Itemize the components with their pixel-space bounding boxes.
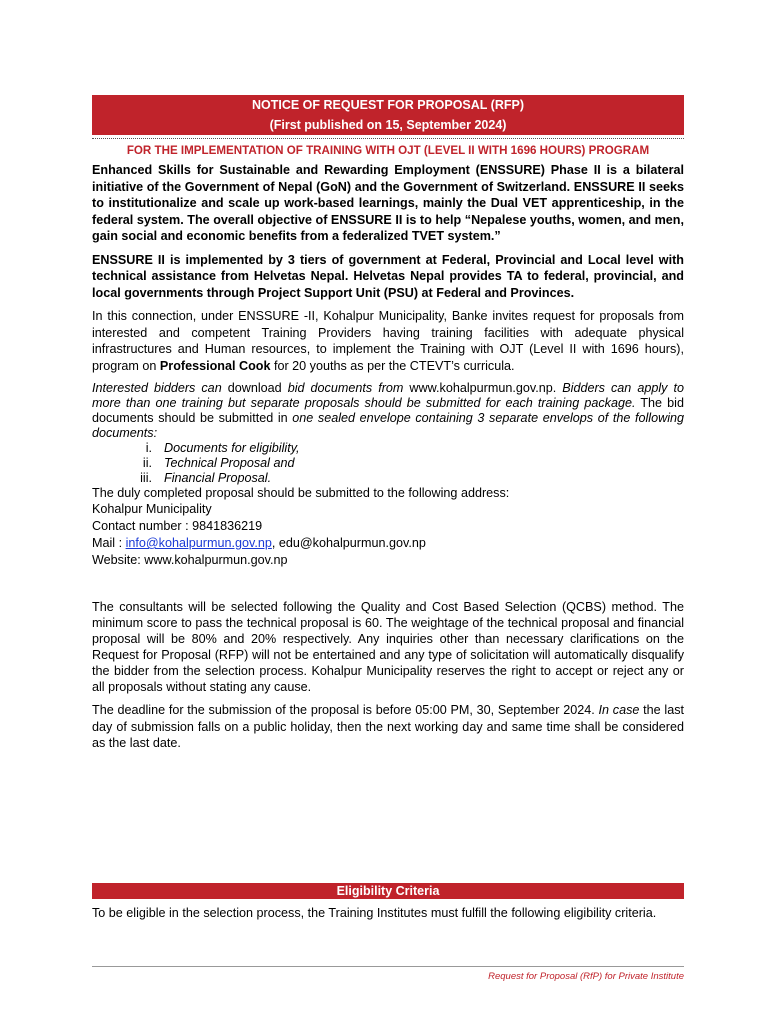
address-contact: Contact number : 9841836219: [92, 519, 263, 533]
documents-list: [92, 441, 684, 486]
publish-date: (First published on 15, September 2024): [269, 118, 507, 132]
selection-paragraph: The consultants will be selected following the Quality and Cost Based Selection (QCBS) method. The minimum score to pass the technical proposal is 60. The weightage of the technical proposal and financial proposal will be 80% and 20% respectively. Any inquiries other than necessary clarifications on the Request for Proposal (RFP) will not be entertained and any type of solicitation will automatically disqualify the bidder from the selection process. Kohalpur Municipality reserves the right to accept or reject any or all proposals without stating any cause.: [92, 600, 684, 694]
invitation-text: In this connection, under ENSSURE -II, Kohalpur Municipality, Banke invites request for proposals from interested and competent Training Providers having training facilities with adequate physical infrastructures and Human resources, to implement the Training with OJT (Level II with 1696 hours), program on: [92, 309, 684, 373]
implementation-paragraph: ENSSURE II is implemented by 3 tiers of government at Federal, Provincial and Local level with technical assistance from Helvetas Nepal. Helvetas Nepal provides TA to federal, provincial, and local governments through Project Support Unit (PSU) at Federal and Provinces.: [92, 252, 684, 300]
bid-text-6: The bid documents should be submitted in: [92, 396, 684, 425]
notice-title: NOTICE OF REQUEST FOR PROPOSAL (RFP): [251, 98, 524, 112]
mail-link[interactable]: info@kohalpurmun.gov.np: [125, 536, 272, 550]
page-footer: Request for Proposal (RfP) for Private Institute: [92, 966, 684, 982]
address-intro: The duly completed proposal should be submitted to the following address:: [92, 486, 510, 500]
divider: [92, 138, 684, 139]
bid-text-2: download: [221, 381, 288, 395]
deadline-paragraph: [92, 702, 684, 752]
list-text: Financial Proposal.: [164, 471, 272, 485]
list-item: [92, 456, 684, 471]
address-block: [92, 486, 684, 569]
bid-documents-paragraph: [92, 381, 684, 441]
eligibility-section: [92, 883, 684, 922]
list-number: ii.: [142, 456, 152, 470]
invitation-text-end: for 20 youths as per the CTEVT’s curricula.: [270, 358, 515, 373]
program-heading: FOR THE IMPLEMENTATION OF TRAINING WITH OJT (LEVEL II WITH 1696 HOURS) PROGRAM: [126, 144, 650, 157]
deadline-italic: In case: [598, 703, 640, 717]
invitation-paragraph: [92, 308, 684, 374]
notice-document: [92, 95, 684, 752]
program-name: Professional Cook: [159, 358, 271, 373]
deadline-rest: the last day of submission falls on a public holiday, then the next working day and same time shall be considered as the last date.: [92, 703, 685, 750]
list-text: Documents for eligibility,: [164, 441, 300, 455]
eligibility-text: To be eligible in the selection process, the Training Institutes must fulfill the following eligibility criteria.: [92, 906, 657, 920]
address-mail: [92, 535, 684, 552]
bid-text-7: one sealed envelope containing 3 separate envelops of the following documents:: [92, 411, 684, 440]
address-org: Kohalpur Municipality: [92, 502, 212, 516]
bid-text-3: bid documents from: [287, 381, 404, 395]
mail-label: Mail :: [92, 536, 126, 550]
eligibility-title: Eligibility Criteria: [92, 883, 684, 899]
bid-text-5: Bidders can apply to more than one training but separate proposals should be submitted for each training package.: [92, 381, 684, 410]
notice-title-banner: [92, 95, 684, 135]
address-website: Website: www.kohalpurmun.gov.np: [92, 553, 288, 567]
mail-rest: , edu@kohalpurmun.gov.np: [271, 536, 426, 550]
deadline-text: The deadline for the submission of the proposal is before 05:00 PM, 30, September 2024.: [92, 703, 599, 717]
list-item: [92, 471, 684, 486]
list-text: Technical Proposal and: [164, 456, 295, 470]
list-item: [92, 441, 684, 456]
intro-paragraph: Enhanced Skills for Sustainable and Rewarding Employment (ENSSURE) Phase II is a bilateral initiative of the Government of Nepal (GoN) and the Government of Switzerland. ENSSURE II seeks to institutionalize and scale up work-based learnings, mainly the Dual VET apprenticeship, in the federal system. The overall objective of ENSSURE II is to help “Nepalese youths, women, and men, gain social and economic benefits from a federalized TVET system.”: [92, 163, 684, 243]
list-number: i.: [145, 441, 152, 455]
bid-text-1: Interested bidders can: [92, 381, 222, 395]
list-number: iii.: [140, 471, 152, 485]
bid-text-4: www.kohalpurmun.gov.np.: [403, 381, 563, 395]
